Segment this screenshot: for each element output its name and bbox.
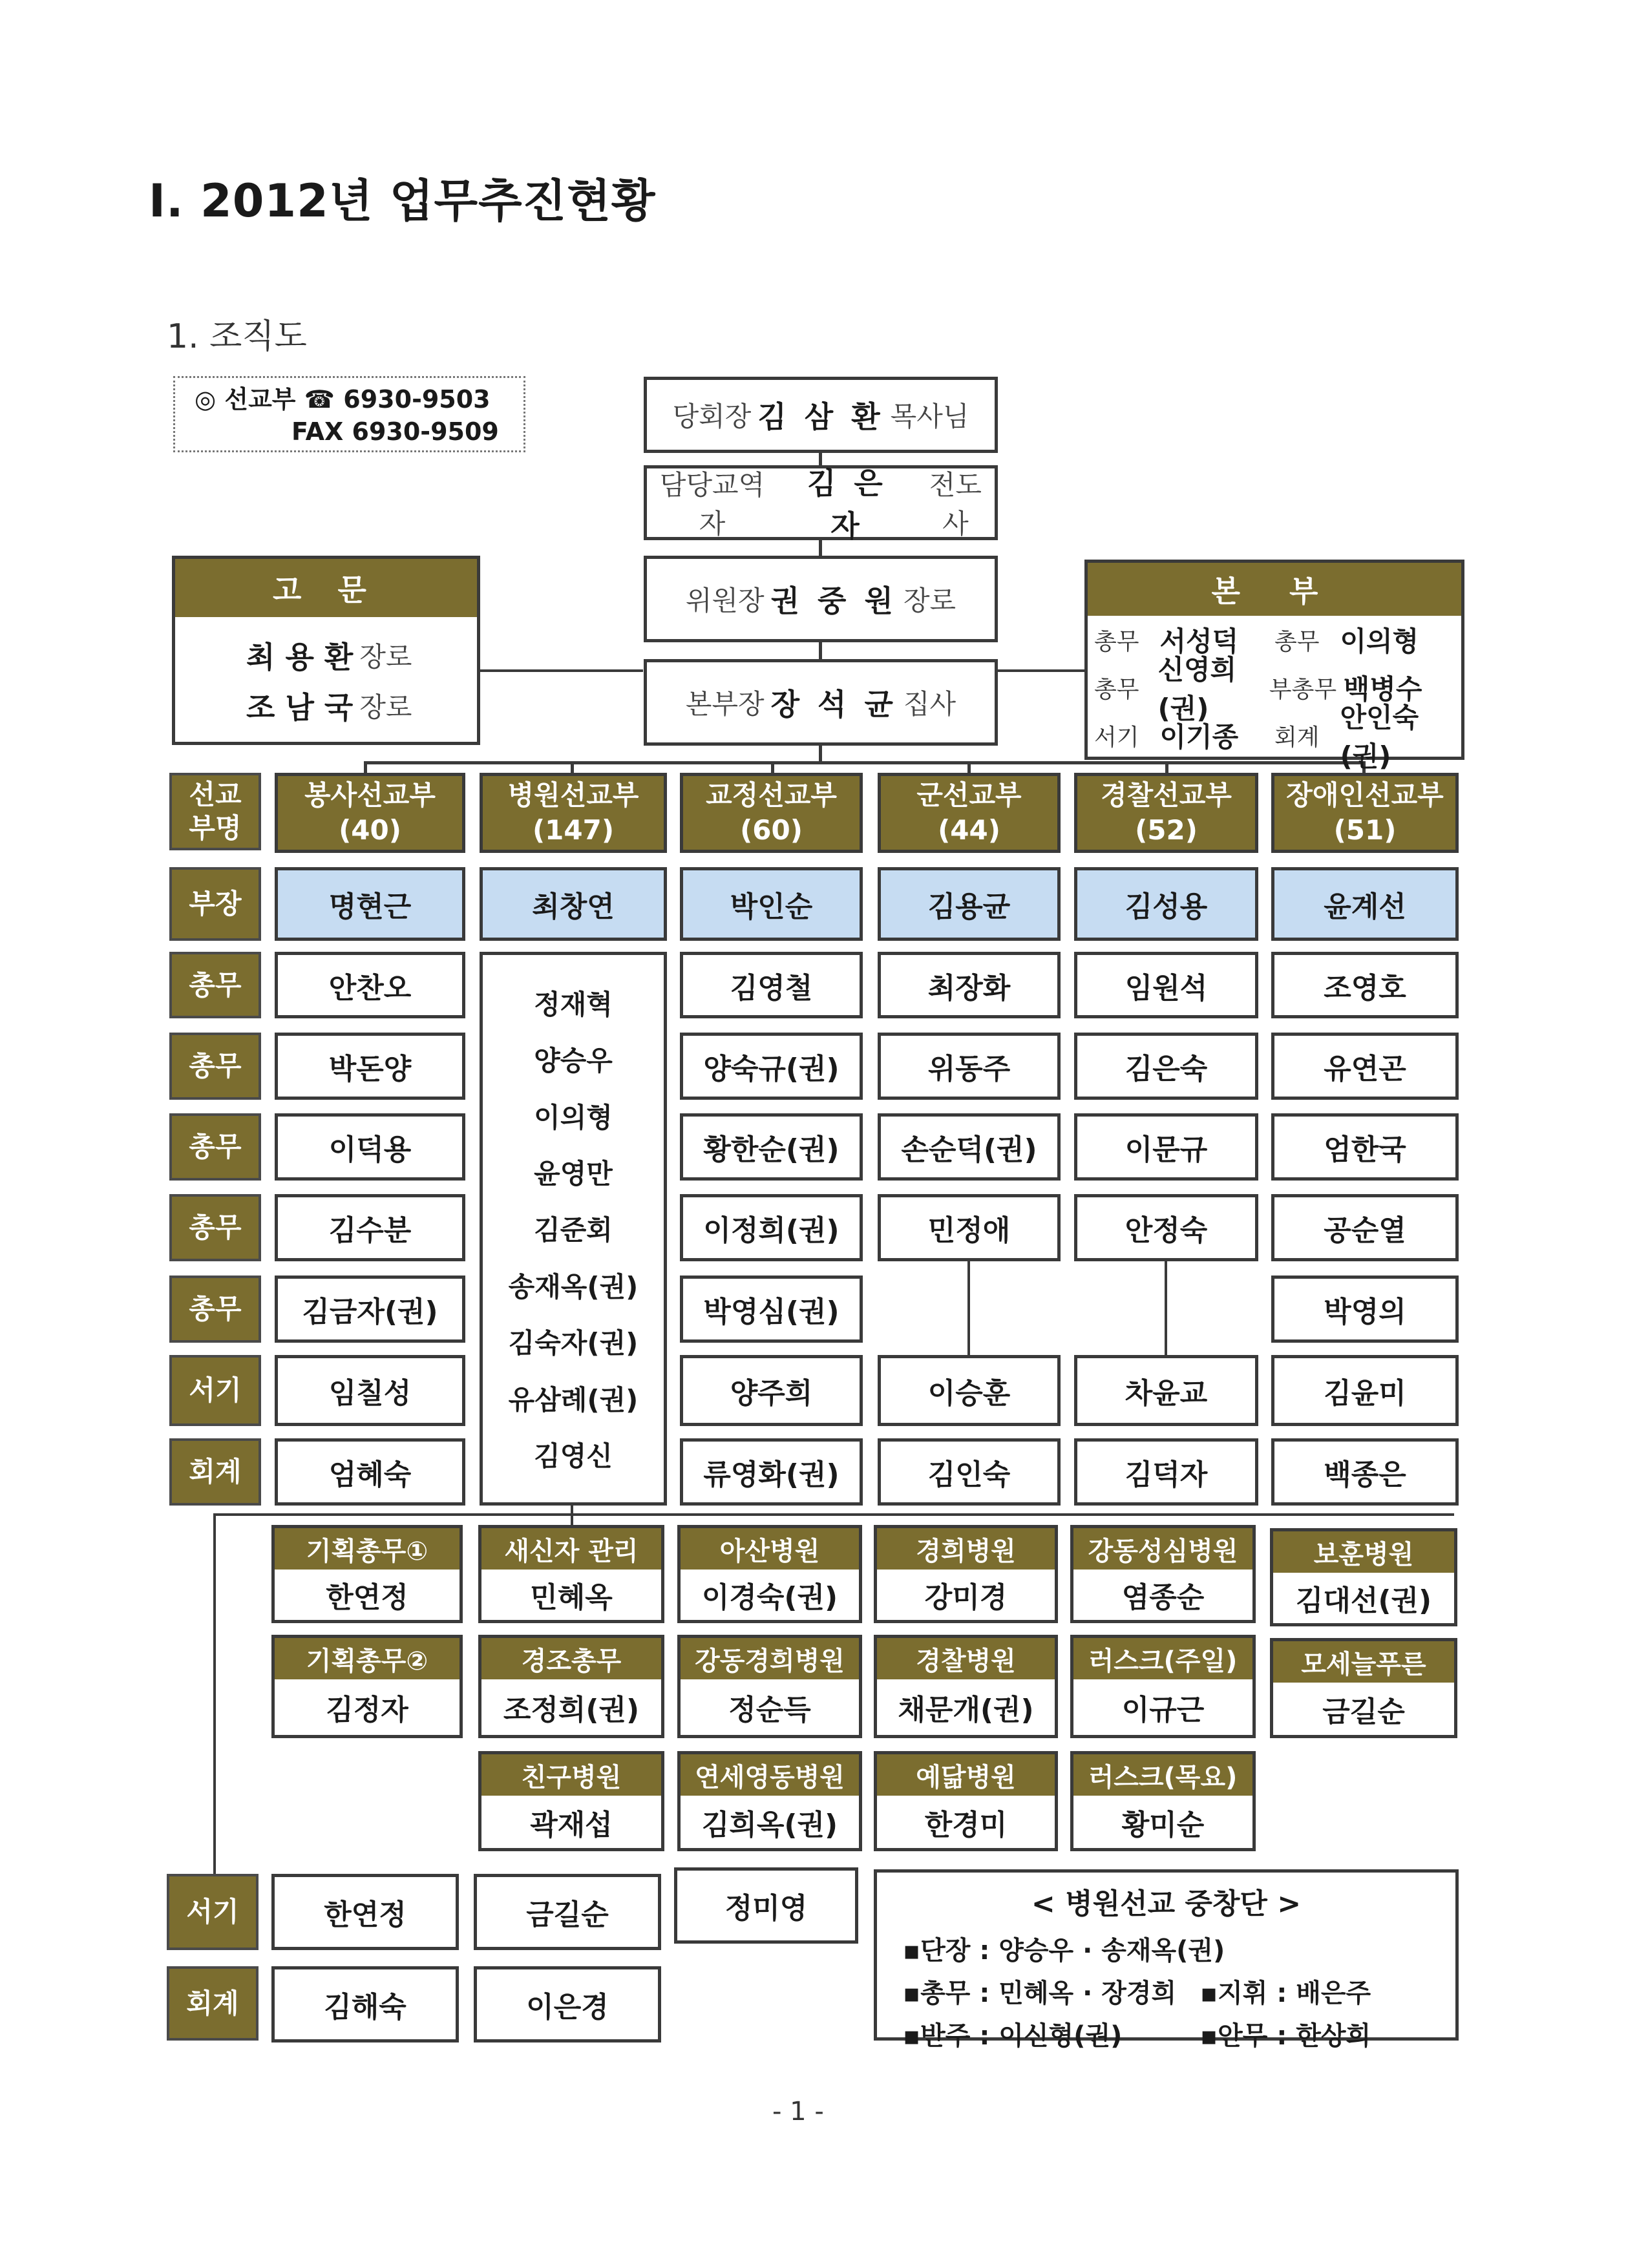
bottom-secretary: 한연정 [271,1874,459,1950]
dept-head: 김성용 [1074,867,1258,941]
dept-treasurer: 류영화(권) [680,1438,863,1506]
dept-header-correction: 교정선교부 (60) [680,773,863,853]
choir-choreography: ▪안무 : 한상희 [1200,2021,1371,2051]
row-label-secretary: 서기 [167,1874,259,1950]
dept-member: 이정희(권) [680,1194,863,1261]
dept-secretary: 임칠성 [275,1355,465,1426]
advisors-panel [172,556,480,745]
dept-member: 김수분 [275,1194,465,1261]
connector-line [1165,1261,1167,1355]
dept-secretary: 이승훈 [878,1355,1061,1426]
hq-member: 이기종 [1159,721,1239,753]
dept-member: 윤영만 [534,1158,613,1190]
dept-member: 손순덕(권) [878,1113,1061,1181]
headquarters-header: 본 부 [1088,563,1461,616]
sub-unit: 경찰병원 채문개(권) [874,1635,1058,1738]
dept-member: 공순열 [1271,1194,1459,1261]
dept-head: 윤계선 [1271,867,1459,941]
bottom-treasurer: 김해숙 [271,1966,459,2042]
headquarters-panel [1084,560,1464,772]
dept-head: 명현근 [275,867,465,941]
dept-header-police: 경찰선교부 (52) [1074,773,1258,853]
dept-treasurer: 엄혜숙 [275,1438,465,1506]
chairman-name: 권 중 원 [770,583,897,618]
sub-unit: 연세영동병원 김희옥(권) [677,1751,862,1851]
director-name: 장 석 균 [770,687,897,722]
dept-member: 위동주 [878,1033,1061,1100]
connector-line [967,761,971,774]
connector-line [571,761,574,774]
bottom-treasurer: 이은경 [474,1966,661,2042]
dept-member: 황한순(권) [680,1113,863,1181]
row-label-secretary: 서기 [169,1355,261,1426]
sub-unit: 강동경희병원 정순득 [677,1635,862,1738]
advisors-header: 고 문 [175,559,477,617]
sub-unit: 새신자 관리 민혜옥 [478,1525,664,1623]
row-label-general: 총무 [169,952,261,1018]
dept-member: 김영신 [534,1440,613,1473]
pastor-box: 당회장 김 삼 환 목사님 [644,377,998,453]
hq-member: 신영희(권) [1157,654,1237,724]
advisor-row: 조 남 국 장로 [246,680,477,731]
sub-unit: 예닮병원 한경미 [874,1751,1058,1851]
sub-unit: 친구병원 곽재섭 [478,1751,664,1851]
dept-member: 김영철 [680,952,863,1018]
dept-member: 김준회 [534,1214,613,1246]
sub-unit: 러스크(주일) 이규근 [1070,1635,1256,1738]
connector-line [213,1513,1454,1516]
dept-member: 유연곤 [1271,1033,1459,1100]
sub-unit: 강동성심병원 염종순 [1070,1525,1256,1623]
row-label-general: 총무 [169,1276,261,1343]
row-label-head: 부장 [169,867,261,941]
dept-member: 최장화 [878,952,1061,1018]
contact-phone: ◎ 선교부 ☎ 6930-9503 [195,385,491,414]
contact-box [173,376,525,452]
hq-row: 총무 신영희(권) 부총무 백병수 [1094,664,1455,711]
dept-member: 김숙자(권) [508,1327,639,1360]
hospital-choir-panel [874,1869,1459,2051]
dept-header-military: 군선교부 (44) [878,773,1061,853]
pastor-name: 김 삼 환 [757,399,884,434]
dept-head: 박인순 [680,867,863,941]
row-label-treasurer: 회계 [169,1438,261,1506]
dept-member: 송재옥(권) [508,1270,639,1303]
dept-member: 이문규 [1074,1113,1258,1181]
connector-line [819,642,822,661]
dept-treasurer: 김덕자 [1074,1438,1258,1506]
sub-unit: 기획총무② 김정자 [271,1635,463,1738]
hq-row: 서기 이기종 회계 안인숙(권) [1094,711,1455,759]
dept-header-bongsa: 봉사선교부 (40) [275,773,465,853]
dept-member: 이덕용 [275,1113,465,1181]
sub-unit: 모세늘푸른 금길순 [1270,1638,1457,1738]
dept-member: 정재혁 [534,988,613,1020]
connector-line [478,669,643,672]
dept-member: 안정숙 [1074,1194,1258,1261]
dept-secretary: 양주희 [680,1355,863,1426]
hq-member: 이의형 [1340,625,1419,657]
dept-member: 박돈양 [275,1033,465,1100]
choir-conductor: ▪지휘 : 배은주 [1200,1979,1371,2008]
page-title: I. 2012년 업무추진현황 [149,174,656,227]
dept-treasurer: 백종은 [1271,1438,1459,1506]
dept-member: 김은숙 [1074,1033,1258,1100]
dept-secretary: 김윤미 [1271,1355,1459,1426]
contact-fax: FAX 6930-9509 [291,417,499,446]
dept-member: 양승우 [534,1045,613,1077]
dept-member: 박영의 [1271,1276,1459,1343]
dept-member: 조영호 [1271,952,1459,1018]
dept-head: 김용균 [878,867,1061,941]
sub-unit: 경희병원 강미경 [874,1525,1058,1623]
dept-head: 최창연 [480,867,667,941]
choir-general: ▪총무 : 민혜옥 · 장경희 [903,1979,1177,2008]
dept-member: 엄한국 [1271,1113,1459,1181]
sub-unit: 보훈병원 김대선(권) [1270,1528,1457,1626]
hospital-members-list [480,952,667,1506]
dept-secretary: 차윤교 [1074,1355,1258,1426]
connector-line [1165,761,1168,774]
hq-member: 백병수 [1343,673,1422,705]
advisor-name: 조 남 국 [246,690,354,725]
sub-unit: 러스크(목요) 황미순 [1070,1751,1256,1851]
minister-name: 김 은 자 [807,466,887,543]
bottom-secretary: 정미영 [674,1867,858,1944]
bottom-secretary: 금길순 [474,1874,661,1950]
dept-member: 양숙규(권) [680,1033,863,1100]
director-box: 본부장 장 석 균 집사 [644,659,998,746]
connector-line [364,761,367,774]
dept-member: 임원석 [1074,952,1258,1018]
dept-header-disabled: 장애인선교부 (51) [1271,773,1459,853]
choir-leader: ▪단장 : 양승우 · 송재옥(권) [903,1936,1225,1966]
connector-line [571,1506,573,1525]
sub-unit: 기획총무① 한연정 [271,1525,463,1623]
row-label-treasurer: 회계 [167,1966,259,2041]
advisor-row: 최 용 환 장로 [246,630,477,680]
dept-member: 이의형 [534,1101,613,1133]
connector-line [995,669,1086,672]
choir-title: < 병원선교 중창단 > [1031,1887,1302,1920]
connector-line [364,761,1364,764]
connector-line [771,761,774,774]
dept-member: 안찬오 [275,952,465,1018]
dept-header-hospital: 병원선교부 (147) [480,773,667,853]
choir-accompanist: ▪반주 : 이신형(권) [903,2021,1123,2051]
dept-member: 유삼례(권) [508,1383,639,1416]
row-label-dept: 선교 부명 [169,773,261,850]
connector-line [213,1513,216,1875]
advisor-name: 최 용 환 [246,640,354,675]
chairman-box: 위원장 권 중 원 장로 [644,556,998,642]
hq-row: 총무 서성덕 총무 이의형 [1094,616,1455,664]
section-title: 1. 조직도 [167,317,307,356]
sub-unit: 경조총무 조정희(권) [478,1635,664,1738]
dept-member: 박영심(권) [680,1276,863,1343]
dept-treasurer: 김인숙 [878,1438,1061,1506]
sub-unit: 아산병원 이경숙(권) [677,1525,862,1623]
minister-box: 담당교역자 김 은 자 전도사 [644,465,998,540]
page-number: - 1 - [772,2097,824,2126]
connector-line [967,1261,970,1355]
dept-member: 김금자(권) [275,1276,465,1343]
row-label-general: 총무 [169,1113,261,1181]
row-label-general: 총무 [169,1194,261,1261]
dept-member: 민정애 [878,1194,1061,1261]
row-label-general: 총무 [169,1033,261,1100]
hq-member: 서성덕 [1159,625,1239,657]
hq-member: 안인숙(권) [1340,702,1419,772]
